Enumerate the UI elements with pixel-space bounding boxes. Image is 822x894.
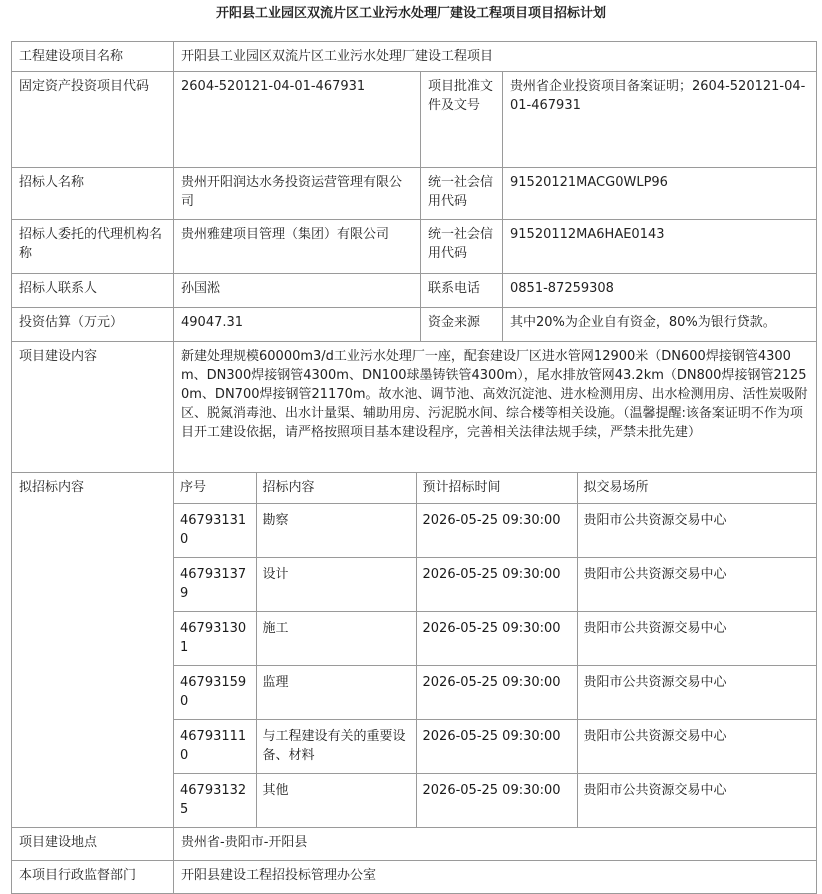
table-row — [174, 720, 817, 774]
approval-doc-label: 项目批准文件及文号 — [421, 72, 503, 168]
col-header-seq: 序号 — [174, 473, 256, 504]
asset-code-value: 2604-520121-04-01-467931 — [174, 72, 421, 168]
agent-label: 招标人委托的代理机构名称 — [12, 220, 174, 274]
bid-content: 与工程建设有关的重要设备、材料 — [256, 720, 416, 774]
supervisor-label: 本项目行政监督部门 — [12, 861, 174, 894]
bid-content: 施工 — [256, 612, 416, 666]
table-row — [174, 666, 817, 720]
location-label: 项目建设地点 — [12, 828, 174, 861]
investment-value: 49047.31 — [174, 308, 421, 342]
bid-seq: 467931301 — [174, 612, 256, 666]
bid-time: 2026-05-25 09:30:00 — [416, 666, 577, 720]
bid-time: 2026-05-25 09:30:00 — [416, 504, 577, 558]
col-header-time: 预计招标时间 — [416, 473, 577, 504]
bid-time: 2026-05-25 09:30:00 — [416, 774, 577, 828]
bid-time: 2026-05-25 09:30:00 — [416, 612, 577, 666]
location-value: 贵州省-贵阳市-开阳县 — [174, 828, 817, 861]
bid-plan-label: 拟招标内容 — [12, 473, 174, 828]
phone-label: 联系电话 — [421, 274, 503, 308]
col-header-content: 招标内容 — [256, 473, 416, 504]
row-location — [12, 828, 817, 861]
tender-plan-table — [11, 41, 817, 894]
bid-venue: 贵阳市公共资源交易中心 — [577, 774, 817, 828]
credit-code-label-2: 统一社会信用代码 — [421, 220, 503, 274]
bid-content: 勘察 — [256, 504, 416, 558]
investment-label: 投资估算（万元） — [12, 308, 174, 342]
bid-content: 设计 — [256, 558, 416, 612]
row-investment — [12, 308, 817, 342]
content-label: 项目建设内容 — [12, 342, 174, 473]
project-name-value: 开阳县工业园区双流片区工业污水处理厂建设工程项目 — [174, 42, 817, 72]
bid-venue: 贵阳市公共资源交易中心 — [577, 666, 817, 720]
fund-source-label: 资金来源 — [421, 308, 503, 342]
table-row — [174, 504, 817, 558]
contact-value: 孙国淞 — [174, 274, 421, 308]
row-asset-code — [12, 72, 817, 168]
col-header-venue: 拟交易场所 — [577, 473, 817, 504]
bid-content: 监理 — [256, 666, 416, 720]
row-contact — [12, 274, 817, 308]
supervisor-value: 开阳县建设工程招投标管理办公室 — [174, 861, 817, 894]
bid-seq: 467931110 — [174, 720, 256, 774]
bid-seq: 467931590 — [174, 666, 256, 720]
tenderer-value: 贵州开阳润达水务投资运营管理有限公司 — [174, 168, 421, 220]
content-value: 新建处理规模60000m3/d工业污水处理厂一座，配套建设厂区进水管网12900米（DN600焊接钢管4300m、DN300焊接钢管4300m、DN100球墨铸铁管4300m），尾水排放管网43.2km（DN800焊接钢管21250m、DN700焊接钢管21170m。故水池、调节池、高效沉淀池、进水检测用房、出水检测用房、活性炭吸附区、脱氮消毒池、出水计量渠、辅助用房、污泥脱水间、综合楼等相关设施。（温馨提醒:该备案证明不作为项目开工建设依据，请严格按照项目基本建设程序，完善相关法律法规手续，严禁未批先建） — [174, 342, 817, 473]
bid-plan-table — [174, 473, 817, 827]
bid-venue: 贵阳市公共资源交易中心 — [577, 504, 817, 558]
bid-venue: 贵阳市公共资源交易中心 — [577, 558, 817, 612]
bid-venue: 贵阳市公共资源交易中心 — [577, 612, 817, 666]
tenderer-label: 招标人名称 — [12, 168, 174, 220]
page-title: 开阳县工业园区双流片区工业污水处理厂建设工程项目项目招标计划 — [215, 6, 606, 21]
table-row — [174, 774, 817, 828]
bid-time: 2026-05-25 09:30:00 — [416, 558, 577, 612]
asset-code-label: 固定资产投资项目代码 — [12, 72, 174, 168]
row-project-name — [12, 42, 817, 72]
bid-content: 其他 — [256, 774, 416, 828]
phone-value: 0851-87259308 — [503, 274, 817, 308]
project-name-label: 工程建设项目名称 — [12, 42, 174, 72]
bid-venue: 贵阳市公共资源交易中心 — [577, 720, 817, 774]
row-tenderer — [12, 168, 817, 220]
approval-doc-value: 贵州省企业投资项目备案证明；2604-520121-04-01-467931 — [503, 72, 817, 168]
agent-value: 贵州雅建项目管理（集团）有限公司 — [174, 220, 421, 274]
bid-seq: 467931379 — [174, 558, 256, 612]
bid-seq: 467931325 — [174, 774, 256, 828]
bid-time: 2026-05-25 09:30:00 — [416, 720, 577, 774]
row-content — [12, 342, 817, 473]
table-row — [174, 612, 817, 666]
credit-code-label-1: 统一社会信用代码 — [421, 168, 503, 220]
credit-code-value-1: 91520121MACG0WLP96 — [503, 168, 817, 220]
fund-source-value: 其中20%为企业自有资金，80%为银行贷款。 — [503, 308, 817, 342]
bid-plan-header — [174, 473, 817, 504]
credit-code-value-2: 91520112MA6HAE0143 — [503, 220, 817, 274]
row-bid-plan — [12, 473, 817, 828]
bid-seq: 467931310 — [174, 504, 256, 558]
row-supervisor — [12, 861, 817, 894]
table-row — [174, 558, 817, 612]
bid-plan-cell — [174, 473, 817, 828]
row-agent — [12, 220, 817, 274]
contact-label: 招标人联系人 — [12, 274, 174, 308]
